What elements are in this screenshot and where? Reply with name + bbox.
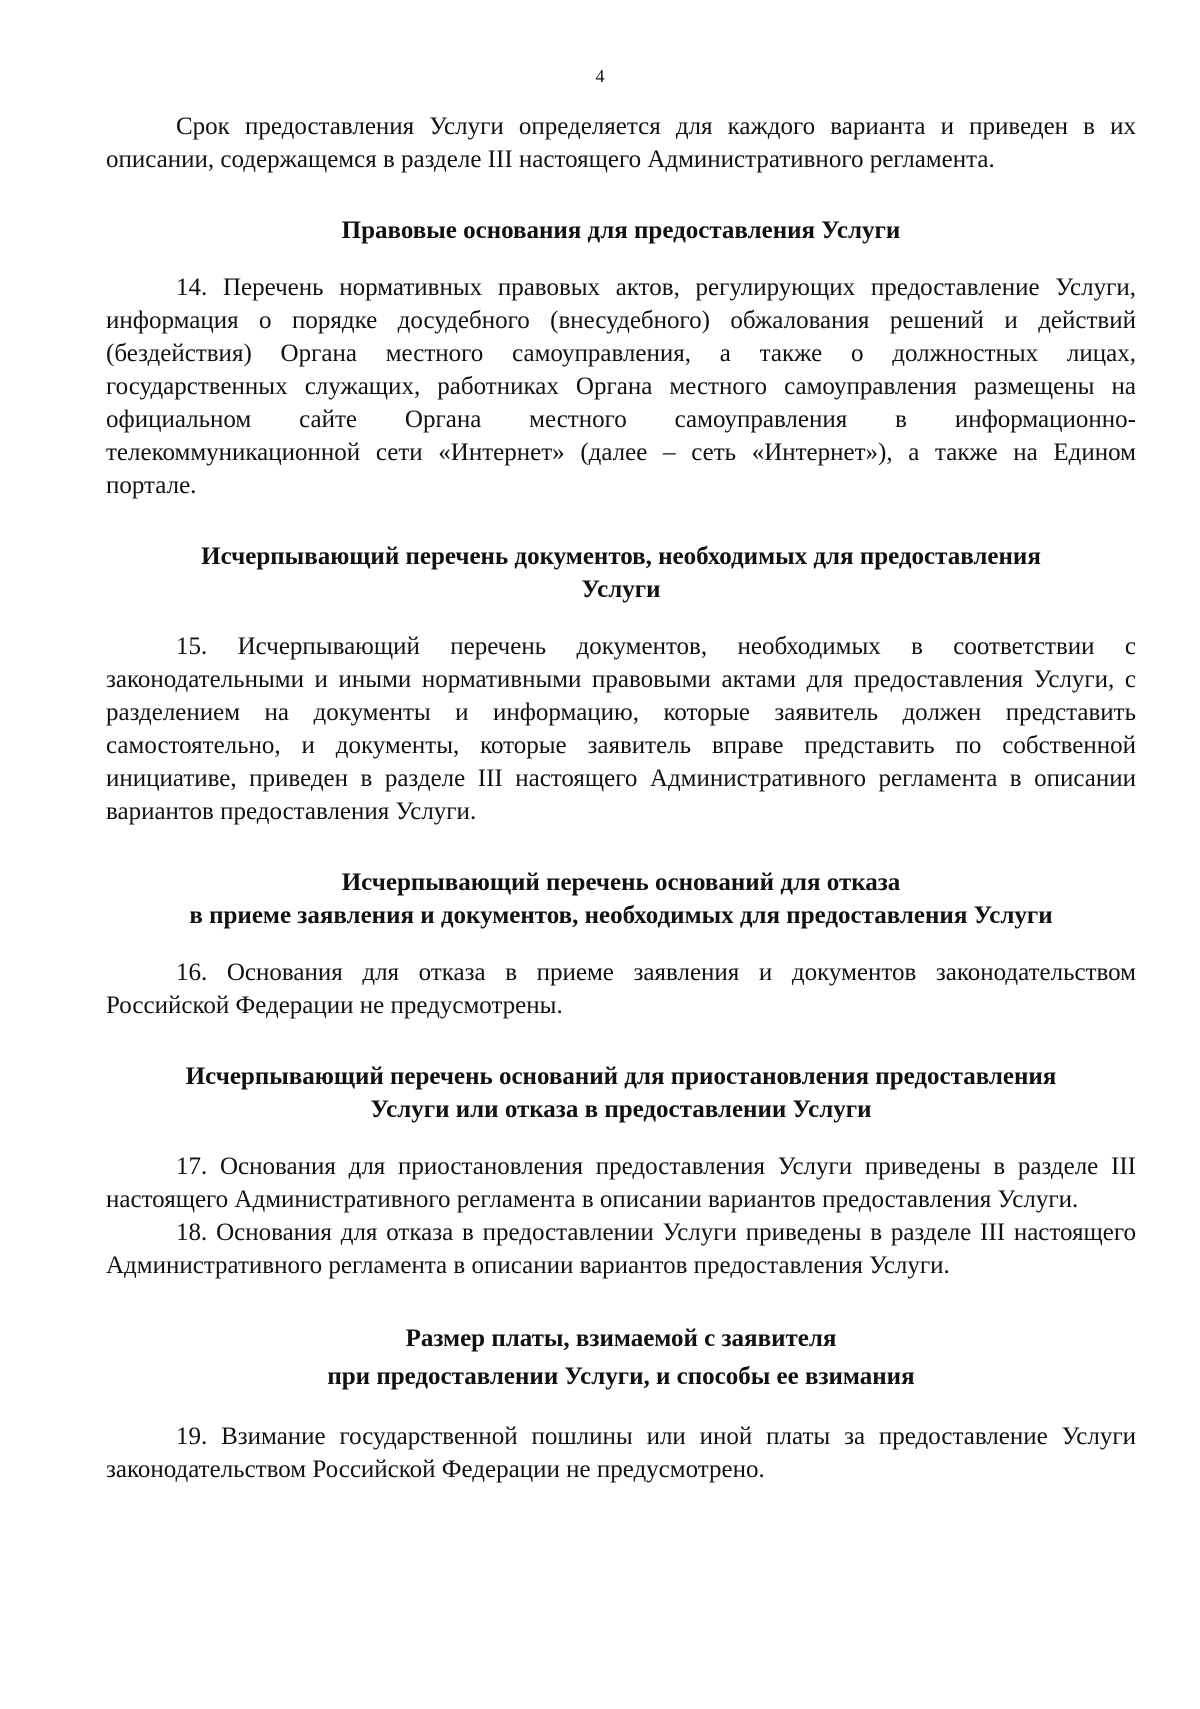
heading-line: Услуги или отказа в предоставлении Услуги	[370, 1096, 872, 1123]
section-heading-suspension-or-refusal	[106, 1060, 1136, 1126]
heading-line: Исчерпывающий перечень оснований для приостановления предоставления	[185, 1063, 1057, 1090]
paragraph-15: 15. Исчерпывающий перечень документов, необходимых в соответствии с законодательными и иными нормативными правовыми актами для предоставления Услуги, с разделением на документы и информацию, которые заявитель должен представить самостоятельно, и документы, которые заявитель вправе представить по собственной инициативе, приведен в разделе III настоящего Административного регламента в описании вариантов предоставления Услуги.	[106, 633, 1136, 825]
heading-line: Правовые основания для предоставления Услуги	[341, 217, 901, 244]
heading-line: в приеме заявления и документов, необходимых для предоставления Услуги	[189, 902, 1053, 929]
section-heading-refusal-to-accept	[106, 866, 1136, 932]
document-body	[106, 110, 1136, 1486]
heading-line: Размер платы, взимаемой с заявителя	[405, 1325, 837, 1352]
heading-line: при предоставлении Услуги, и способы ее взимания	[327, 1363, 915, 1390]
paragraph-18: 18. Основания для отказа в предоставлении Услуги приведены в разделе III настоящего Административного регламента в описании вариантов предоставления Услуги.	[106, 1219, 1136, 1279]
paragraph-16: 16. Основания для отказа в приеме заявления и документов законодательством Российской Федерации не предусмотрены.	[106, 959, 1136, 1019]
page-number: 4	[595, 66, 605, 86]
paragraph-19: 19. Взимание государственной пошлины или иной платы за предоставление Услуги законодательством Российской Федерации не предусмотрено.	[106, 1423, 1136, 1483]
heading-line: Услуги	[581, 576, 661, 603]
section-heading-documents-list	[106, 540, 1136, 606]
intro-paragraph: Срок предоставления Услуги определяется для каждого варианта и приведен в их описании, содержащемся в разделе III настоящего Административного регламента.	[106, 113, 1136, 173]
heading-line: Исчерпывающий перечень документов, необходимых для предоставления	[201, 543, 1041, 570]
section-heading-legal-basis	[106, 214, 1136, 247]
paragraph-14: 14. Перечень нормативных правовых актов, регулирующих предоставление Услуги, информация о порядке досудебного (внесудебного) обжалования решений и действий (бездействия) Органа местного самоуправления, а также о должностных лицах, государственных служащих, работниках Органа местного самоуправления размещены на официальном сайте Органа местного самоуправления в информационно-телекоммуникационной сети «Интернет» (далее – сеть «Интернет»), а также на Едином портале.	[106, 274, 1136, 499]
section-heading-fee	[106, 1320, 1136, 1396]
paragraph-17: 17. Основания для приостановления предоставления Услуги приведены в разделе III настоящего Административного регламента в описании вариантов предоставления Услуги.	[106, 1153, 1136, 1213]
heading-line: Исчерпывающий перечень оснований для отказа	[341, 869, 901, 896]
